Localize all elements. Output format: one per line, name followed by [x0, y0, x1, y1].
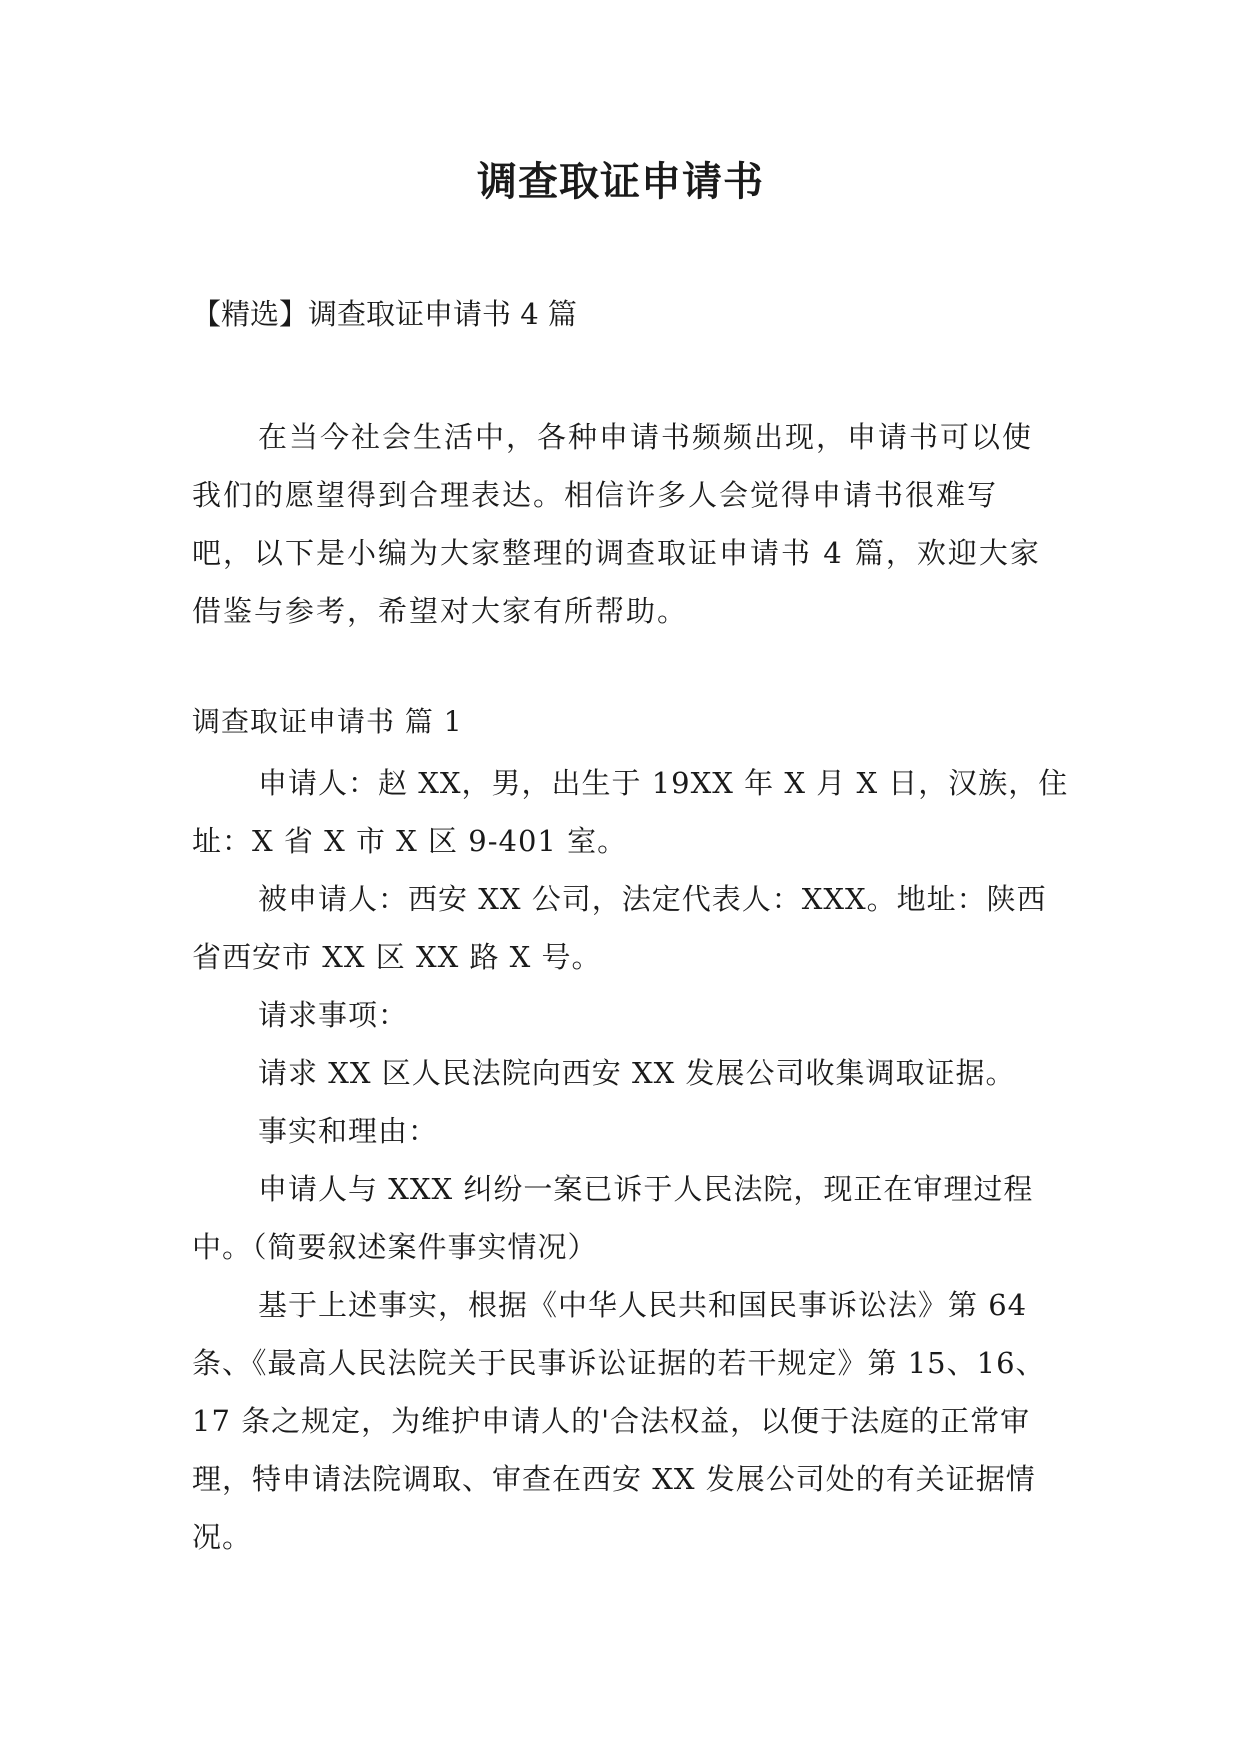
document-title: 调查取证申请书 — [477, 159, 764, 205]
request-paragraph: 请求 XX 区人民法院向西安 XX 发展公司收集调取证据。 — [258, 1056, 1016, 1090]
section-heading: 调查取证申请书 篇 1 — [192, 705, 463, 738]
respondent-paragraph: 被申请人：西安 XX 公司，法定代表人：XXX。地址：陕西省西安市 XX 区 XX 路 X 号。 — [192, 882, 1047, 974]
facts-paragraph: 申请人与 XXX 纠纷一案已诉于人民法院，现正在审理过程中。（简要叙述案件事实情况） — [192, 1172, 1034, 1264]
intro-paragraph: 在当今社会生活中，各种申请书频频出现，申请书可以使我们的愿望得到合理表达。相信许多人会觉得申请书很难写吧，以下是小编为大家整理的调查取证申请书 4 篇，欢迎大家借鉴与参考，希望对大家有所帮助。 — [192, 420, 1041, 628]
request-heading: 请求事项： — [258, 998, 409, 1032]
document-subtitle: 【精选】调查取证申请书 4 篇 — [192, 297, 577, 331]
basis-paragraph: 基于上述事实，根据《中华人民共和国民事诉讼法》第 64 条、《最高人民法院关于民事诉讼证据的若干规定》第 15、16、17 条之规定，为维护申请人的'合法权益，以便于法庭的正常审理，特申请法院调取、审查在西安 XX 发展公司处的有关证据情况。 — [192, 1288, 1046, 1554]
facts-heading: 事实和理由： — [258, 1114, 439, 1148]
applicant-paragraph: 申请人：赵 XX，男，出生于 19XX 年 X 月 X 日，汉族，住址：X 省 X 市 X 区 9-401 室。 — [192, 766, 1069, 858]
section-body — [192, 754, 1072, 1566]
